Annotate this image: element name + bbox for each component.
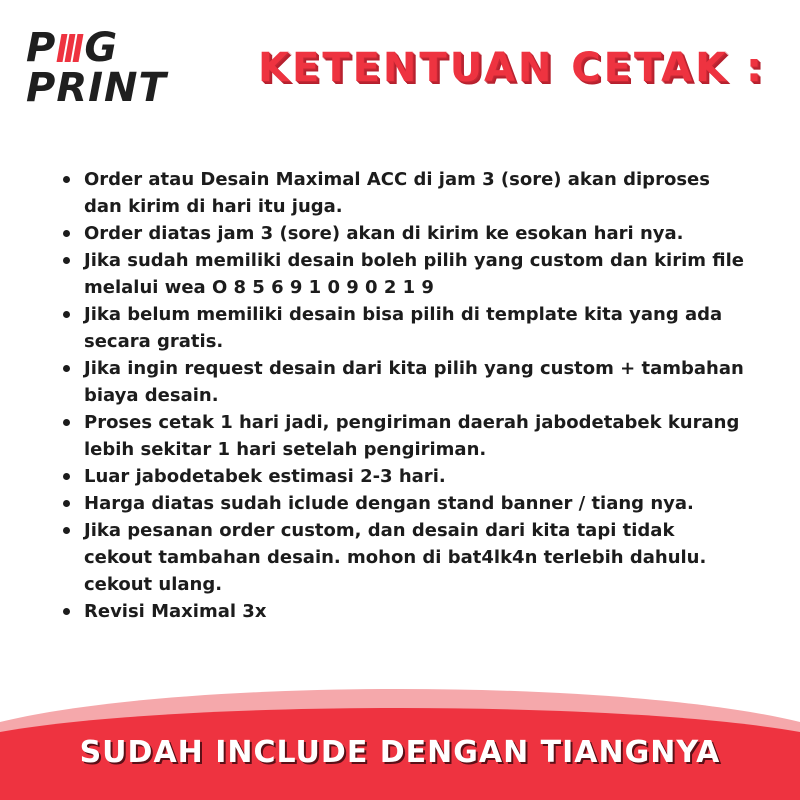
bullet-icon	[63, 419, 70, 426]
list-item	[84, 166, 744, 220]
rule-text: Proses cetak 1 hari jadi, pengiriman daerah jabodetabek kurang lebih sekitar 1 hari setelah pengiriman.	[84, 412, 740, 460]
png-print-logo	[26, 25, 167, 111]
footer-text: SUDAH INCLUDE DENGAN TIANGNYA	[79, 735, 721, 770]
bullet-icon	[63, 311, 70, 318]
n-stripes-icon	[57, 33, 83, 63]
rule-text: Jika belum memiliki desain bisa pilih di template kita yang ada secara gratis.	[84, 304, 723, 352]
logo-letter-p: P	[26, 25, 57, 71]
list-item	[84, 598, 744, 625]
bullet-icon	[63, 365, 70, 372]
rule-text: Order diatas jam 3 (sore) akan di kirim ke esokan hari nya.	[84, 223, 684, 244]
bullet-icon	[63, 176, 70, 183]
rule-text: Jika ingin request desain dari kita pilih yang custom + tambahan biaya desain.	[84, 358, 744, 406]
bullet-icon	[63, 230, 70, 237]
bullet-icon	[63, 527, 70, 534]
list-item	[84, 355, 744, 409]
rules-list	[84, 166, 744, 625]
list-item	[84, 490, 744, 517]
bullet-icon	[63, 500, 70, 507]
list-item	[84, 409, 744, 463]
page-title: KETENTUAN CETAK :	[258, 45, 766, 91]
rule-text: Luar jabodetabek estimasi 2-3 hari.	[84, 466, 446, 487]
rule-text: Jika pesanan order custom, dan desain dari kita tapi tidak cekout tambahan desain. mohon di bat4lk4n terlebih dahulu. cekout ulang.	[84, 520, 707, 595]
rule-text: Revisi Maximal 3x	[84, 601, 267, 622]
rule-text: Harga diatas sudah iclude dengan stand banner / tiang nya.	[84, 493, 694, 514]
logo-line-top	[26, 25, 119, 71]
list-item	[84, 517, 744, 598]
rule-text: Order atau Desain Maximal ACC di jam 3 (sore) akan diproses dan kirim di hari itu juga.	[84, 169, 710, 217]
list-item	[84, 301, 744, 355]
list-item	[84, 220, 744, 247]
rule-text: Jika sudah memiliki desain boleh pilih yang custom dan kirim file melalui wea O 8 5 6 9 1 0 9 0 2 1 9	[84, 250, 744, 298]
list-item	[84, 247, 744, 301]
bullet-icon	[63, 473, 70, 480]
logo-letter-g: G	[84, 25, 119, 71]
bullet-icon	[63, 257, 70, 264]
logo-line-bottom: PRINT	[26, 65, 167, 111]
list-item	[84, 463, 744, 490]
bullet-icon	[63, 608, 70, 615]
